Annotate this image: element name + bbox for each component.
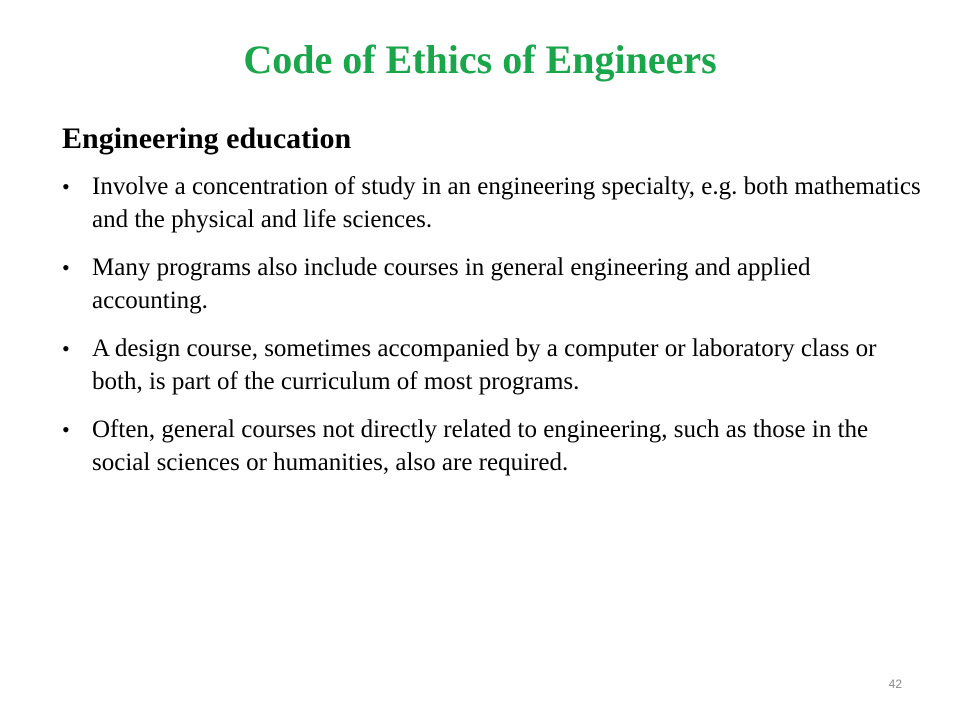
bullet-item <box>62 251 922 317</box>
bullet-item <box>62 332 922 398</box>
bullet-text: Often, general courses not directly related to engineering, such as those in the social sciences or humanities, also are required. <box>92 416 869 476</box>
bullet-text: Many programs also include courses in general engineering and applied accounting. <box>92 254 811 314</box>
slide-content <box>62 118 922 494</box>
bullet-text: Involve a concentration of study in an engineering specialty, e.g. both mathematics and the physical and life sciences. <box>92 173 921 233</box>
bullet-icon: • <box>62 255 70 280</box>
page-number: 42 <box>888 677 902 691</box>
bullet-item <box>62 413 922 479</box>
bullet-icon: • <box>62 174 70 199</box>
bullet-icon: • <box>62 336 70 361</box>
bullet-text: A design course, sometimes accompanied by a computer or laboratory class or both, is part of the curriculum of most programs. <box>92 335 877 395</box>
bullet-item <box>62 170 922 236</box>
bullet-icon: • <box>62 417 70 442</box>
slide-title: Code of Ethics of Engineers <box>243 37 717 82</box>
section-heading: Engineering education <box>62 122 352 155</box>
bullet-list <box>62 170 922 479</box>
